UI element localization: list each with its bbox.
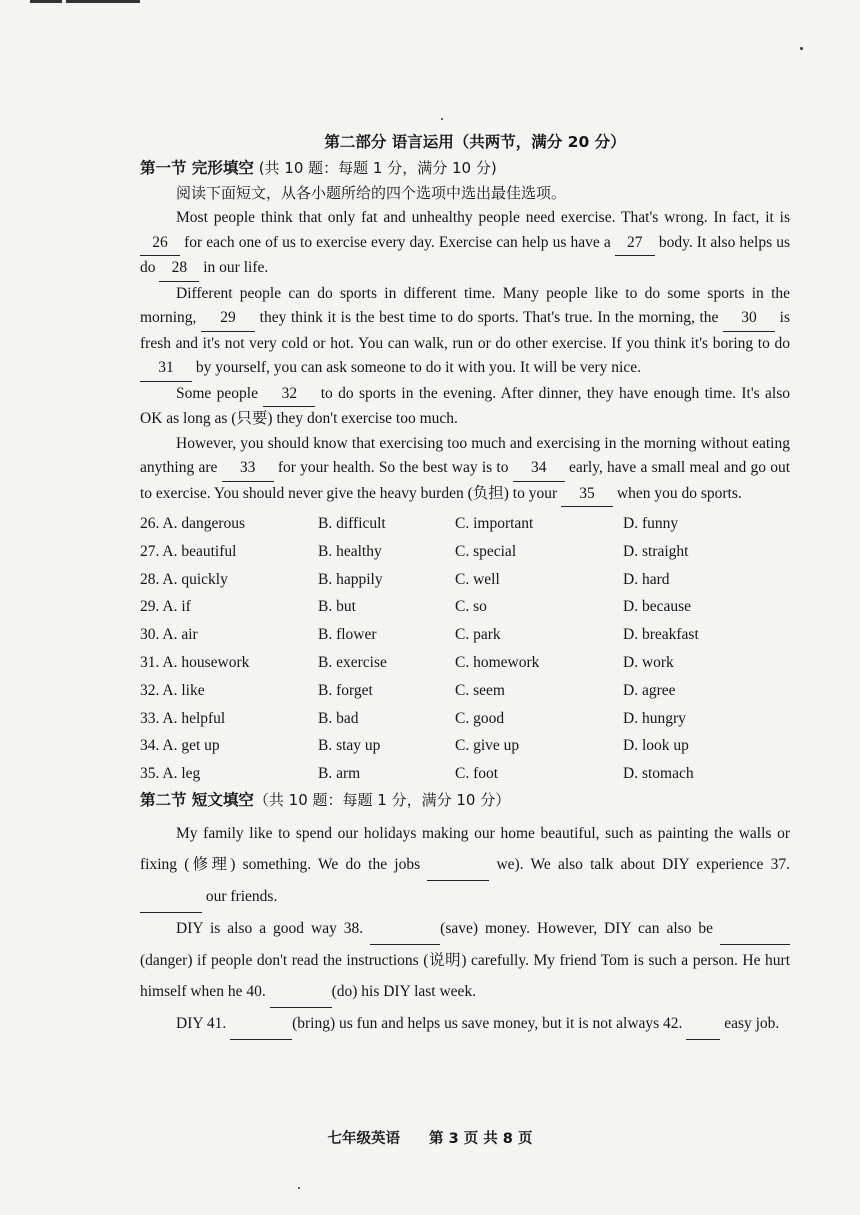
part-title: 第二部分 语言运用（共两节，满分 20 分） bbox=[324, 133, 626, 151]
blank-28: 28 bbox=[159, 256, 199, 282]
option-row bbox=[140, 538, 790, 566]
section1-meta: (共 10 题：每题 1 分，满分 10 分) bbox=[258, 159, 497, 177]
section1-instruction: 阅读下面短文，从各小题所给的四个选项中选出最佳选项。 bbox=[176, 184, 567, 202]
option-a: 32. A. like bbox=[140, 681, 205, 699]
scan-speck bbox=[800, 47, 803, 50]
passage-text: for your health. So the best way is to bbox=[273, 459, 513, 476]
blank-38 bbox=[370, 913, 440, 945]
option-a: 26. A. dangerous bbox=[140, 515, 246, 532]
fill-paragraph-3 bbox=[140, 1008, 790, 1040]
option-c: C. park bbox=[455, 626, 501, 644]
option-row bbox=[140, 760, 790, 788]
blank-37 bbox=[140, 881, 202, 913]
option-b: B. difficult bbox=[318, 515, 386, 532]
blank-35: 35 bbox=[561, 482, 613, 508]
scan-top-mark bbox=[30, 0, 140, 3]
option-c: C. so bbox=[455, 598, 487, 616]
option-b: B. stay up bbox=[318, 737, 381, 755]
passage-text: Most people think that only fat and unhealthy people need exercise. That's wrong. In fact, it is bbox=[176, 209, 790, 226]
blank-34: 34 bbox=[513, 456, 565, 482]
blank-27: 27 bbox=[615, 231, 655, 257]
fill-paragraph-2 bbox=[140, 913, 790, 1008]
option-row bbox=[140, 510, 790, 538]
option-b: B. exercise bbox=[318, 653, 387, 671]
passage-text: (save) money. However, DIY can also be bbox=[440, 919, 721, 937]
blank-26: 26 bbox=[140, 231, 180, 257]
option-d: D. look up bbox=[623, 737, 689, 755]
passage-text: DIY is also a good way 38. bbox=[176, 919, 371, 937]
passage-text: is fresh and it's not very cold or hot. You can walk, run or do other exercise. If you think it's boring to do bbox=[140, 309, 791, 352]
option-row bbox=[140, 705, 790, 733]
option-a: 34. A. get up bbox=[140, 737, 220, 755]
blank-39 bbox=[720, 913, 790, 945]
option-d: D. hard bbox=[623, 570, 670, 588]
option-a: 27. A. beautiful bbox=[140, 542, 237, 560]
passage-text: early, have a small meal and go out to exercise. You should never give the heavy burden (负担) to your bbox=[140, 459, 790, 502]
options-table bbox=[140, 510, 790, 788]
blank-32: 32 bbox=[263, 382, 315, 408]
fill-paragraph-1 bbox=[140, 818, 790, 913]
option-d: D. funny bbox=[623, 515, 679, 532]
passage-text: we). We also talk about DIY experience 37. bbox=[489, 855, 790, 873]
option-c: C. give up bbox=[455, 737, 520, 755]
option-row bbox=[140, 732, 790, 760]
option-c: C. homework bbox=[455, 653, 540, 671]
option-c: C. important bbox=[455, 515, 534, 532]
passage-text: they think it is the best time to do sports. That's true. In the morning, the bbox=[255, 309, 724, 326]
option-a: 30. A. air bbox=[140, 626, 198, 644]
page-footer: 七年级英语 第 3 页 共 8 页 bbox=[327, 1131, 533, 1147]
option-d: D. because bbox=[623, 598, 691, 616]
cloze-paragraph-1 bbox=[140, 206, 790, 282]
option-row bbox=[140, 677, 790, 705]
section2-title: 第二节 短文填空 bbox=[140, 790, 254, 809]
scan-speck bbox=[298, 1187, 300, 1189]
passage-text: (danger) if people don't read the instructions (说明) carefully. My friend Tom is such a person. He hurt himself when he 40. bbox=[140, 951, 790, 1000]
option-d: D. stomach bbox=[623, 765, 694, 783]
option-a: 33. A. helpful bbox=[140, 709, 226, 727]
option-a: 28. A. quickly bbox=[140, 570, 228, 588]
option-b: B. happily bbox=[318, 570, 383, 588]
blank-31: 31 bbox=[140, 356, 192, 382]
option-d: D. breakfast bbox=[623, 626, 699, 644]
passage-text: However, you should know that exercising too much and exercising in the morning without eating anything are bbox=[140, 434, 790, 476]
passage-text: DIY 41. bbox=[176, 1014, 231, 1032]
option-c: C. foot bbox=[455, 765, 499, 783]
passage-text: Different people can do sports in different time. Many people like to do some sports in the morning, bbox=[140, 284, 790, 326]
passage-text: (do) his DIY last week. bbox=[331, 982, 477, 1000]
passage-text: our friends. bbox=[202, 887, 278, 905]
section1-title: 第一节 完形填空 bbox=[140, 159, 254, 177]
option-row bbox=[140, 621, 790, 649]
option-d: D. agree bbox=[623, 681, 676, 699]
option-c: C. well bbox=[455, 570, 500, 588]
option-b: B. but bbox=[318, 598, 356, 616]
option-row bbox=[140, 566, 790, 594]
option-c: C. special bbox=[455, 542, 517, 560]
section2-heading bbox=[140, 788, 790, 810]
passage-text: in our life. bbox=[199, 259, 269, 276]
passage-text: (bring) us fun and helps us save money, but it is not always 42. bbox=[292, 1014, 687, 1032]
option-b: B. healthy bbox=[318, 542, 382, 560]
section2-meta: （共 10 题：每题 1 分，满分 10 分） bbox=[253, 790, 511, 809]
passage-text: for each one of us to exercise every day. Exercise can help us have a bbox=[180, 233, 615, 251]
passage-text: when you do sports. bbox=[613, 484, 742, 502]
cloze-paragraph-4 bbox=[140, 432, 790, 508]
option-d: D. work bbox=[623, 653, 674, 671]
option-b: B. forget bbox=[318, 681, 373, 699]
passage-text: Some people bbox=[176, 384, 264, 402]
option-d: D. straight bbox=[623, 542, 689, 560]
exam-page bbox=[140, 120, 790, 1040]
section1-heading bbox=[140, 156, 790, 178]
blank-30: 30 bbox=[723, 306, 775, 332]
option-c: C. good bbox=[455, 709, 505, 727]
option-a: 29. A. if bbox=[140, 598, 191, 616]
passage-text: to do sports in the evening. After dinner, they have enough time. It's also OK as long as (只要) they don't exercise too much. bbox=[140, 384, 790, 427]
passage-text: by yourself, you can ask someone to do it with you. It will be very nice. bbox=[192, 359, 641, 376]
option-a: 31. A. housework bbox=[140, 653, 250, 671]
blank-33: 33 bbox=[222, 456, 274, 482]
passage-text: body. It also helps us do bbox=[140, 233, 790, 276]
cloze-paragraph-3 bbox=[140, 382, 790, 432]
option-row bbox=[140, 649, 790, 677]
option-c: C. seem bbox=[455, 681, 505, 699]
scan-top-mark-gap bbox=[62, 0, 66, 3]
blank-29: 29 bbox=[201, 306, 255, 332]
option-b: B. arm bbox=[318, 765, 361, 783]
passage-text: My family like to spend our holidays making our home beautiful, such as painting the walls or fixing (修理) something. We do the jobs bbox=[140, 824, 790, 873]
option-row bbox=[140, 593, 790, 621]
option-a: 35. A. leg bbox=[140, 765, 201, 783]
blank-40 bbox=[270, 976, 332, 1008]
option-b: B. bad bbox=[318, 709, 359, 727]
passage-text: easy job. bbox=[720, 1014, 780, 1032]
blank-41 bbox=[230, 1008, 292, 1040]
option-d: D. hungry bbox=[623, 709, 686, 727]
option-b: B. flower bbox=[318, 626, 377, 644]
blank-42 bbox=[686, 1008, 720, 1040]
blank-36 bbox=[427, 849, 489, 881]
cloze-paragraph-2 bbox=[140, 282, 790, 382]
